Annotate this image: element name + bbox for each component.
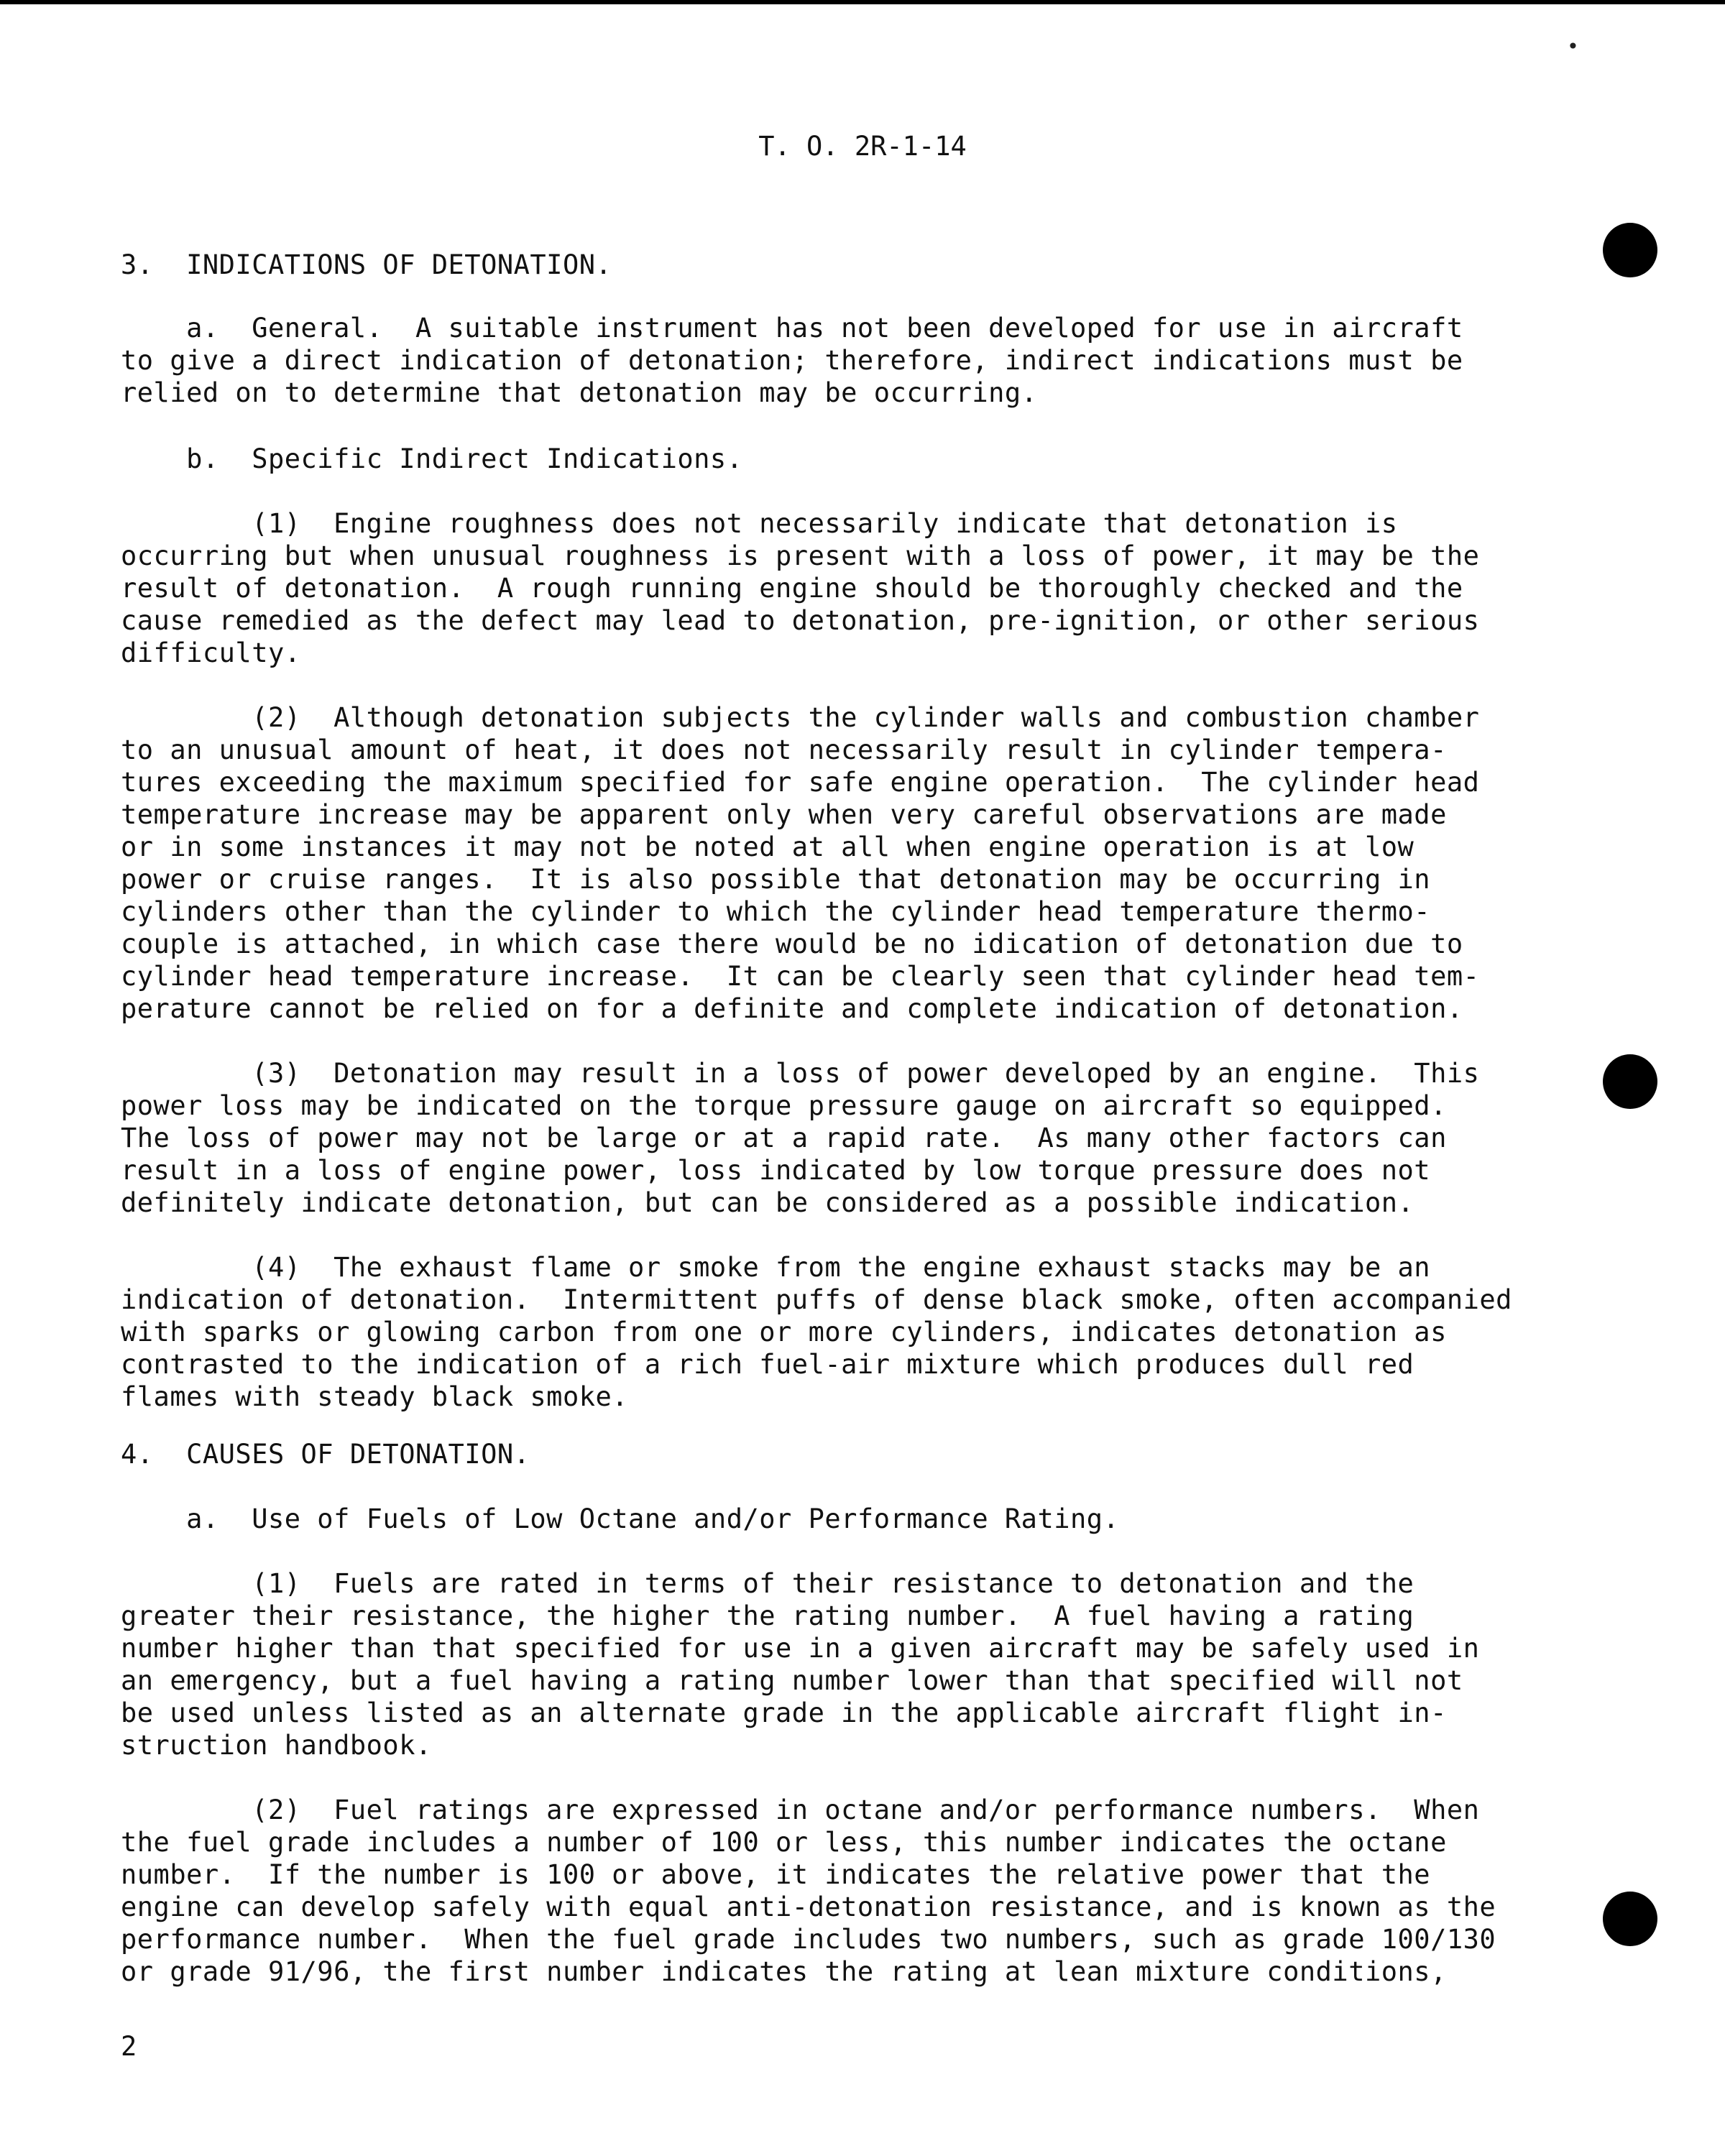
text-line: The loss of power may not be large or at a rapid rate. As many other factors can bbox=[121, 1123, 1447, 1153]
text-line: 3. INDICATIONS OF DETONATION. bbox=[121, 249, 612, 280]
punch-hole-bottom bbox=[1603, 1892, 1657, 1946]
text-line: number. If the number is 100 or above, it indicates the relative power that the bbox=[121, 1859, 1431, 1890]
text-line: a. Use of Fuels of Low Octane and/or Performance Rating. bbox=[121, 1503, 1120, 1534]
text-line: greater their resistance, the higher the rating number. A fuel having a rating bbox=[121, 1600, 1414, 1631]
text-line: power or cruise ranges. It is also possible that detonation may be occurring in bbox=[121, 864, 1431, 895]
top-edge-rule bbox=[0, 0, 1725, 4]
text-line: occurring but when unusual roughness is present with a loss of power, it may be the bbox=[121, 540, 1480, 571]
text-line: temperature increase may be apparent only when very careful observations are made bbox=[121, 799, 1447, 830]
text-line: engine can develop safely with equal anti-detonation resistance, and is known as the bbox=[121, 1892, 1496, 1922]
text-line: with sparks or glowing carbon from one or more cylinders, indicates detonation as bbox=[121, 1317, 1447, 1348]
text-line: definitely indicate detonation, but can be considered as a possible indication. bbox=[121, 1187, 1414, 1218]
text-line: contrasted to the indication of a rich fuel-air mixture which produces dull red bbox=[121, 1349, 1414, 1380]
page-number: 2 bbox=[121, 2031, 137, 2062]
text-line: or grade 91/96, the first number indicates the rating at lean mixture conditions, bbox=[121, 1956, 1447, 1987]
document-id: T. O. 2R-1-14 bbox=[758, 131, 967, 162]
text-line: an emergency, but a fuel having a rating number lower than that specified will not bbox=[121, 1665, 1463, 1696]
text-line: (3) Detonation may result in a loss of power developed by an engine. This bbox=[121, 1058, 1480, 1089]
text-line: perature cannot be relied on for a definite and complete indication of detonation. bbox=[121, 993, 1463, 1024]
text-line: (1) Fuels are rated in terms of their resistance to detonation and the bbox=[121, 1568, 1414, 1599]
text-line: number higher than that specified for use in a given aircraft may be safely used in bbox=[121, 1633, 1480, 1664]
text-line: performance number. When the fuel grade includes two numbers, such as grade 100/130 bbox=[121, 1924, 1496, 1955]
text-line: indication of detonation. Intermittent puffs of dense black smoke, often accompanied bbox=[121, 1284, 1512, 1315]
text-line: a. General. A suitable instrument has not been developed for use in aircraft bbox=[121, 313, 1463, 344]
text-line: or in some instances it may not be noted at all when engine operation is at low bbox=[121, 831, 1414, 862]
text-line: flames with steady black smoke. bbox=[121, 1381, 629, 1412]
text-line: be used unless listed as an alternate grade in the applicable aircraft flight in- bbox=[121, 1697, 1447, 1728]
text-line: the fuel grade includes a number of 100 or less, this number indicates the octane bbox=[121, 1827, 1447, 1858]
text-line: (4) The exhaust flame or smoke from the engine exhaust stacks may be an bbox=[121, 1252, 1431, 1283]
text-line: cylinders other than the cylinder to which the cylinder head temperature thermo- bbox=[121, 896, 1431, 927]
text-line: difficulty. bbox=[121, 637, 301, 668]
text-line: struction handbook. bbox=[121, 1730, 432, 1761]
text-line: (1) Engine roughness does not necessarily indicate that detonation is bbox=[121, 508, 1398, 539]
text-line: 4. CAUSES OF DETONATION. bbox=[121, 1439, 530, 1470]
text-line: power loss may be indicated on the torque pressure gauge on aircraft so equipped. bbox=[121, 1090, 1447, 1121]
text-line: to an unusual amount of heat, it does not necessarily result in cylinder tempera- bbox=[121, 734, 1447, 765]
text-line: cause remedied as the defect may lead to detonation, pre-ignition, or other serious bbox=[121, 605, 1480, 636]
text-line: cylinder head temperature increase. It can be clearly seen that cylinder head tem- bbox=[121, 961, 1480, 992]
corner-mark: • bbox=[1567, 34, 1579, 58]
text-line: (2) Although detonation subjects the cylinder walls and combustion chamber bbox=[121, 702, 1480, 733]
text-line: couple is attached, in which case there would be no idication of detonation due to bbox=[121, 929, 1463, 959]
punch-hole-top bbox=[1603, 223, 1657, 277]
text-line: result of detonation. A rough running engine should be thoroughly checked and the bbox=[121, 573, 1463, 604]
text-line: relied on to determine that detonation may be occurring. bbox=[121, 377, 1038, 408]
text-line: result in a loss of engine power, loss indicated by low torque pressure does not bbox=[121, 1155, 1431, 1186]
text-line: (2) Fuel ratings are expressed in octane and/or performance numbers. When bbox=[121, 1795, 1480, 1825]
text-line: tures exceeding the maximum specified for safe engine operation. The cylinder head bbox=[121, 767, 1480, 798]
text-line: b. Specific Indirect Indications. bbox=[121, 443, 743, 474]
text-line: to give a direct indication of detonation; therefore, indirect indications must be bbox=[121, 345, 1463, 376]
punch-hole-middle bbox=[1603, 1054, 1657, 1109]
